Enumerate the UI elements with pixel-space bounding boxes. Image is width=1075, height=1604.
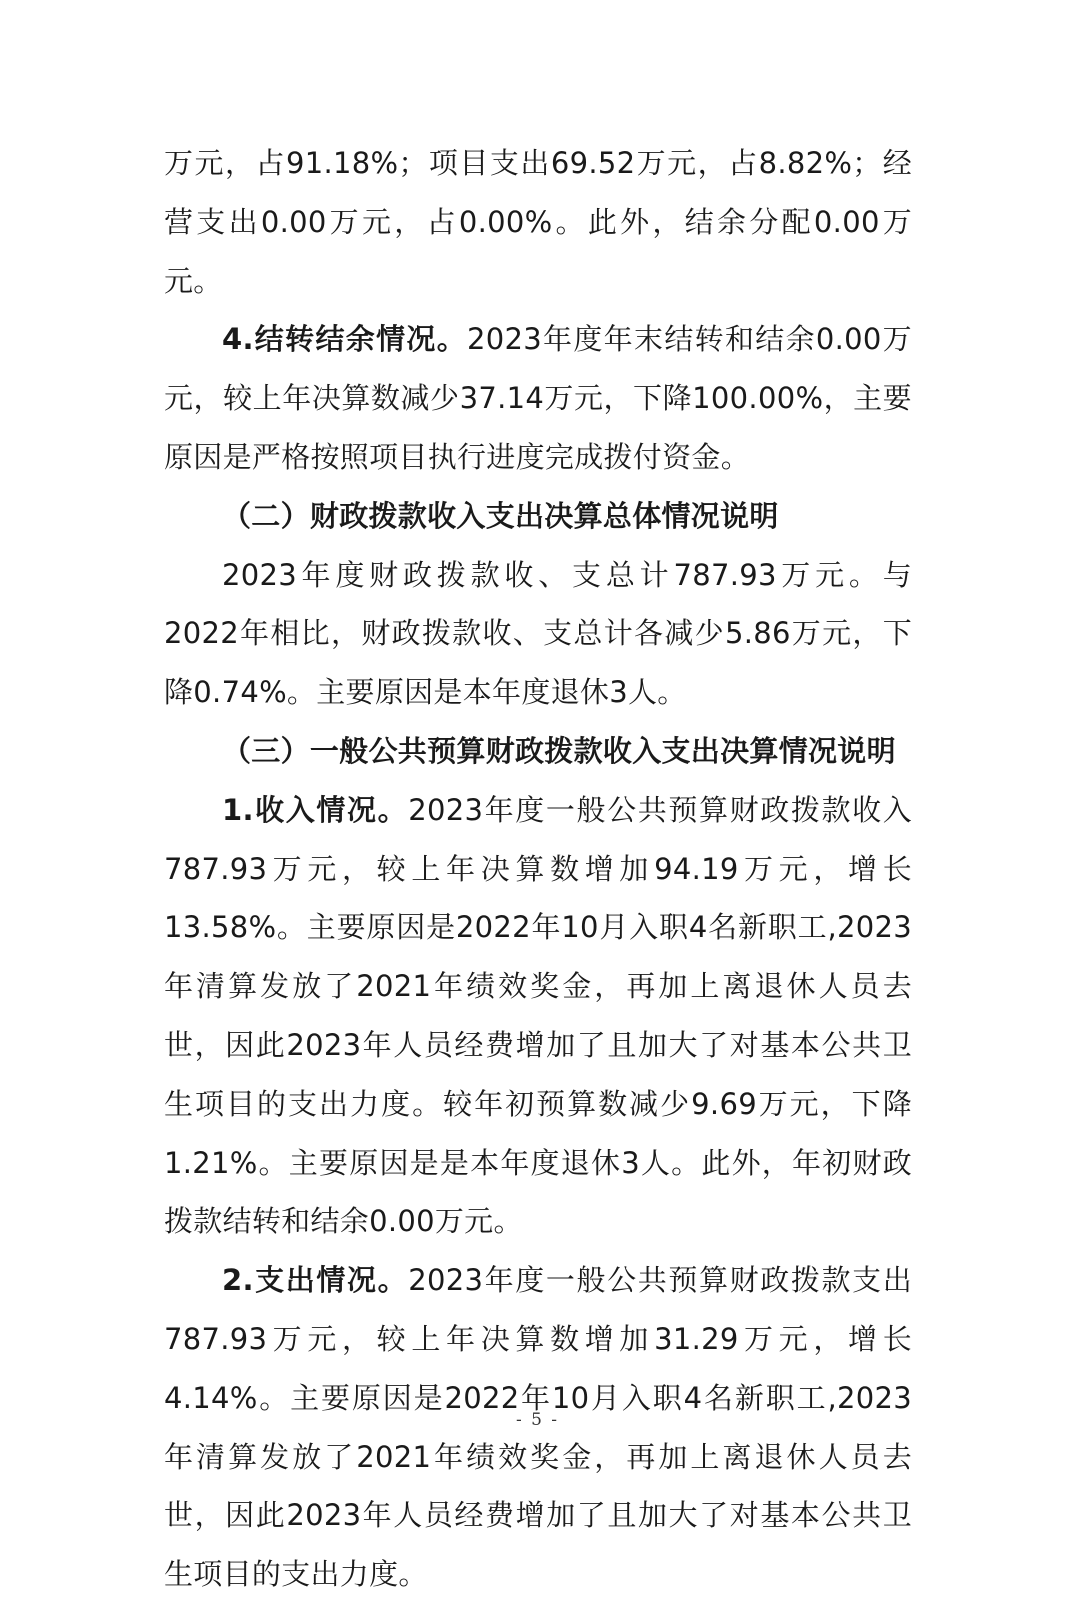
paragraph-lead: 4.结转结余情况。 (222, 322, 468, 357)
paragraph-text: 2023年度一般公共预算财政拨款收入787.93万元，较上年决算数增加94.19万元，增长13.58%。主要原因是2022年10月入职4名新职工,2023年清算发放了2021年绩效奖金，再加上离退休人员去世，因此2023年人员经费增加了且加大了对基本公共卫生项目的支出力度。较年初预算数减少9.69万元，下降1.21%。主要原因是是本年度退休3人。此外，年初财政拨款结转和结余0.00万元。 (164, 792, 912, 1239)
section-heading-fiscal-overall: （二）财政拨款收入支出决算总体情况说明 (222, 498, 779, 533)
paragraph-text: 2023年度财政拨款收、支总计787.93万元。与2022年相比，财政拨款收、支总计各减少5.86万元，下降0.74%。主要原因是本年度退休3人。 (164, 557, 912, 710)
paragraph-fiscal-overall (164, 546, 912, 722)
paragraph-text: 万元，占91.18%；项目支出69.52万元，占8.82%；经营支出0.00万元，占0.00%。此外，结余分配0.00万元。 (164, 146, 912, 298)
section-heading-general-budget: （三）一般公共预算财政拨款收入支出决算情况说明 (222, 733, 896, 768)
page-number: - 5 - (515, 1410, 560, 1430)
paragraph-lead: 2.支出情况。 (222, 1263, 409, 1298)
paragraph-income (164, 781, 912, 1251)
paragraph-carryover-balance (164, 310, 912, 486)
paragraph-text: 2023年度年末结转和结余0.00万元，较上年决算数减少37.14万元，下降100.00%，主要原因是严格按照项目执行进度完成拨付资金。 (164, 322, 912, 474)
paragraph-expenditure-continued (164, 134, 912, 310)
paragraph-lead: 1.收入情况。 (222, 792, 409, 827)
document-body (164, 134, 912, 1604)
paragraph-text: 2023年度一般公共预算财政拨款支出787.93万元，较上年决算数增加31.29万元，增长4.14%。主要原因是2022年10月入职4名新职工,2023年清算发放了2021年绩效奖金，再加上离退休人员去世，因此2023年人员经费增加了且加大了对基本公共卫生项目的支出力度。 (164, 1263, 912, 1592)
